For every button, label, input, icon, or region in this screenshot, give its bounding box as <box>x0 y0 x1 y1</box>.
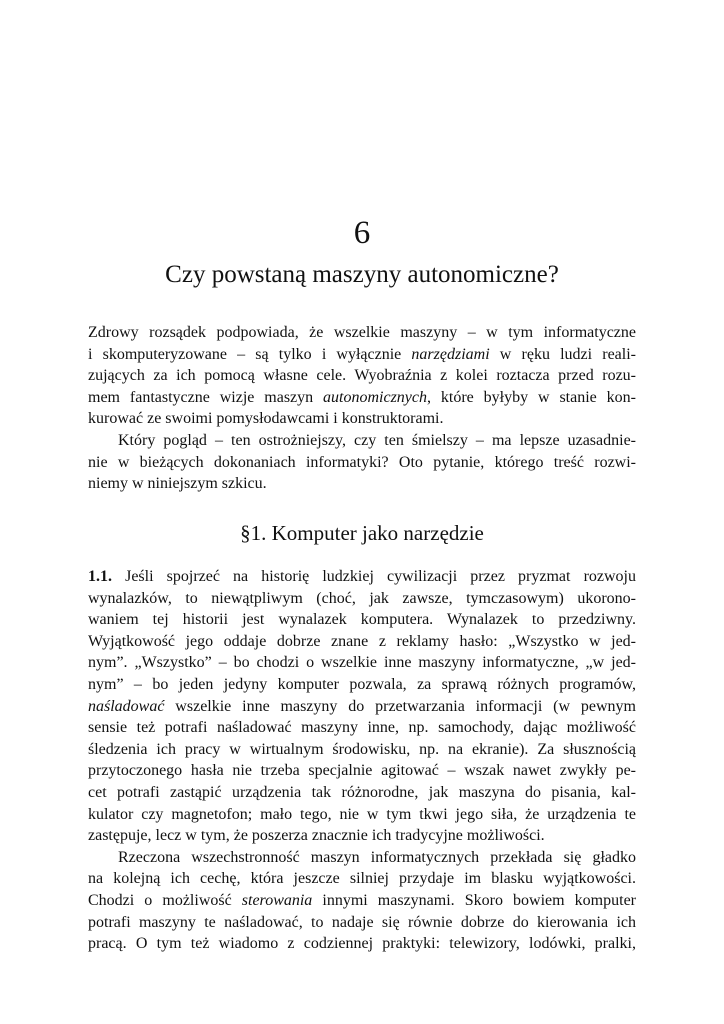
text-segment: mem fantastyczne wizje maszyn <box>88 388 324 406</box>
text-segment: innymi maszynami. Skoro bowiem komputer <box>312 891 636 909</box>
text-segment: Jeśli spojrzeć na historię ludzkiej cywilizacji przez pryzmat rozwoju <box>112 568 636 585</box>
text-segment: wszelkie inne maszyny do przetwarzania informacji (w pewnym <box>164 697 636 715</box>
text-segment: niemy w niniejszym szkicu. <box>88 475 267 493</box>
text-line <box>88 804 636 826</box>
text-line <box>88 652 636 674</box>
text-line <box>88 408 636 430</box>
text-segment: nym” – bo jeden jedyny komputer pozwala, za sprawą różnych programów, <box>88 675 636 693</box>
text-segment: Wyjątkowość jego oddaje dobrze znane z reklamy hasło: „Wszystko w jed- <box>88 632 636 650</box>
text-line <box>88 609 636 631</box>
text-segment: i skomputeryzowane – są tylko i wyłącznie <box>88 345 412 363</box>
text-line <box>88 631 636 653</box>
text-line <box>88 344 636 366</box>
text-segment: zujących za ich pomocą własne cele. Wyobraźnia z kolei roztacza przed rozu- <box>88 367 636 385</box>
text-line <box>88 473 636 495</box>
section-body-text <box>88 566 636 955</box>
text-line <box>88 868 636 890</box>
chapter-number: 6 <box>353 215 371 251</box>
text-segment: w ręku ludzi reali- <box>489 345 636 363</box>
text-line <box>88 674 636 696</box>
text-line <box>88 365 636 387</box>
text-segment: przytoczonego hasła nie trzeba specjalnie agitować – wszak nawet zwykły pe- <box>88 762 636 780</box>
text-segment: cet potrafi zastąpić urządzenia tak różnorodne, jak maszyna do pisania, kal- <box>88 783 636 801</box>
text-line <box>88 890 636 912</box>
text-line <box>88 387 636 409</box>
text-segment: Rzeczona wszechstronność maszyn informatycznych przekłada się gładko <box>118 848 636 866</box>
emphasis-text: naśladować <box>88 697 165 715</box>
intro-text <box>88 322 636 495</box>
text-line <box>88 588 636 610</box>
text-segment: kulator czy magnetofon; mało tego, nie w tym tkwi jego siła, że urządzenia te <box>88 805 636 823</box>
text-line <box>88 739 636 761</box>
text-line <box>88 912 636 934</box>
text-line <box>88 825 636 847</box>
text-segment: kurować ze swoimi pomysłodawcami i konstruktorami. <box>88 410 444 428</box>
text-line <box>88 696 636 718</box>
emphasis-text: narzędziami <box>411 345 490 363</box>
text-segment: sensie też potrafi naśladować maszyny inne, np. samochody, dając możliwość <box>88 719 636 737</box>
text-line <box>88 782 636 804</box>
text-line <box>88 717 636 739</box>
text-segment: Zdrowy rozsądek podpowiada, że wszelkie maszyny – w tym informatyczne <box>88 324 636 341</box>
text-segment: na kolejną ich cechę, która jeszcze silniej przydaje im blasku wyjątkowości. <box>88 870 636 888</box>
text-segment: nym”. „Wszystko” – bo chodzi o wszelkie inne maszyny informatyczne, „w jed- <box>88 654 636 672</box>
text-line <box>88 933 636 955</box>
text-segment: potrafi maszyny te naśladować, to nadaje się równie dobrze do kierowania ich <box>88 913 636 931</box>
text-segment: wynalazków, to niewątpliwym (choć, jak zawsze, tymczasowym) ukorono- <box>88 589 636 607</box>
text-line <box>88 452 636 474</box>
text-segment: śledzenia ich pracy w wirtualnym środowisku, np. na ekranie). Za słusznością <box>88 740 636 758</box>
text-segment: Który pogląd – ten ostrożniejszy, czy ten śmielszy – ma lepsze uzasadnie- <box>118 431 636 449</box>
text-line <box>88 322 636 344</box>
text-line <box>88 430 636 452</box>
text-segment: Chodzi o możliwość <box>88 891 242 909</box>
text-segment: nie w bieżących dokonaniach informatyki? Oto pytanie, którego treść rozwi- <box>88 453 636 471</box>
chapter-title: Czy powstaną maszyny autonomiczne? <box>165 261 559 288</box>
emphasis-text: sterowania <box>241 891 313 909</box>
text-segment: waniem tej historii jest wynalazek komputera. Wynalazek to przedziwny. <box>88 611 636 629</box>
emphasis-text: autonomicznych <box>323 388 428 406</box>
text-segment: zastępuje, lecz w tym, że poszerza znacznie ich tradycyjne możliwości. <box>88 827 545 845</box>
text-line <box>88 760 636 782</box>
paragraph-number: 1.1. <box>88 568 112 585</box>
text-segment: pracą. O tym też wiadomo z codziennej praktyki: telewizory, lodówki, pralki, <box>88 935 636 953</box>
text-segment: , które byłyby w stanie kon- <box>427 388 636 406</box>
section-title: §1. Komputer jako narzędzie <box>240 521 484 545</box>
text-line <box>88 847 636 869</box>
text-line <box>88 566 636 588</box>
